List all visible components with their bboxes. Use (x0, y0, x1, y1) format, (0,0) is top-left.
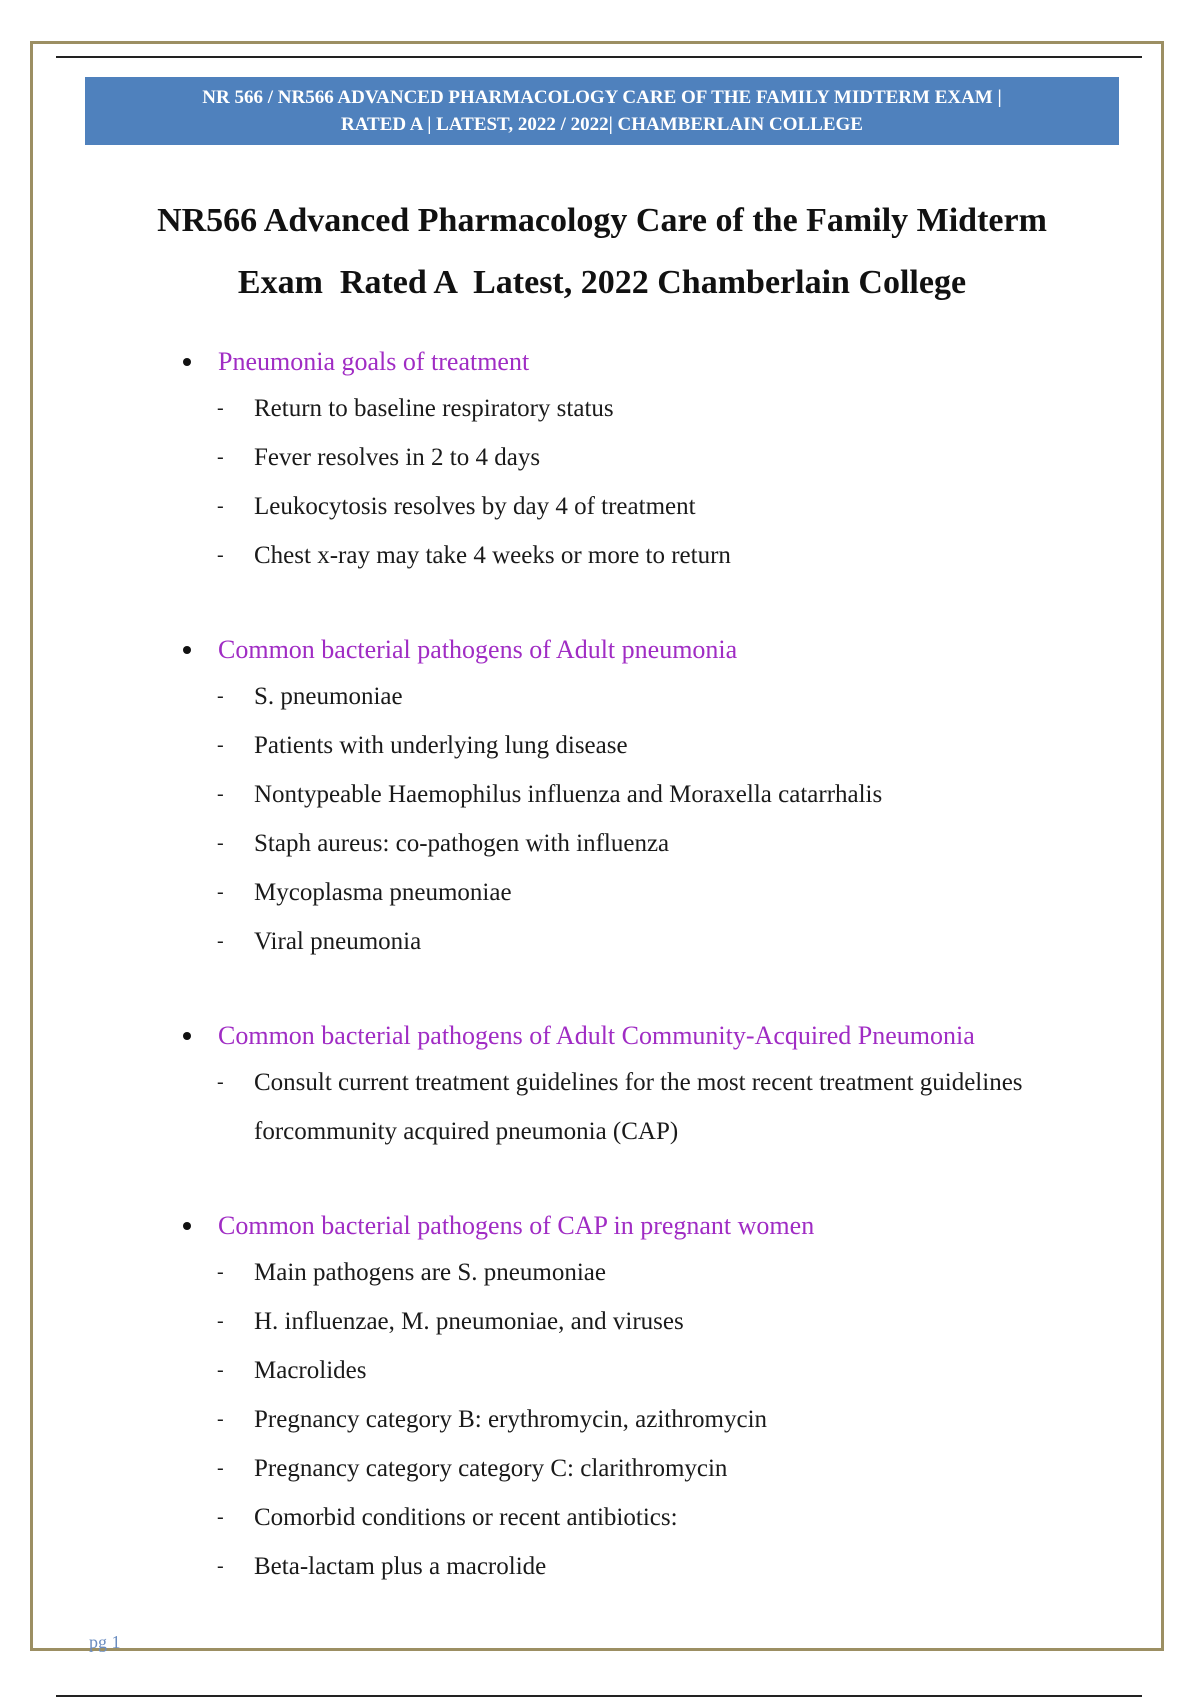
dash-bullet-icon: - (217, 495, 224, 517)
list-item-text: Nontypeable Haemophilus influenza and Moraxella catarrhalis (254, 781, 883, 808)
list-item (0, 433, 1200, 482)
title-line-1: NR566 Advanced Pharmacology Care of the Family Midterm (157, 202, 1047, 239)
dash-bullet-icon: - (217, 734, 224, 756)
page-number: pg 1 (89, 1632, 121, 1652)
title-line-2: Exam Rated A Latest, 2022 Chamberlain College (237, 264, 967, 301)
list-item (0, 1542, 1200, 1591)
list-item (0, 868, 1200, 917)
dash-bullet-icon: - (217, 1457, 224, 1479)
list-item (0, 1058, 1200, 1156)
section (0, 1204, 1200, 1591)
list-item (0, 770, 1200, 819)
dash-bullet-icon: - (217, 930, 224, 952)
dash-bullet-icon: - (217, 544, 224, 566)
list-item (0, 1493, 1200, 1542)
list-item (0, 1297, 1200, 1346)
dash-bullet-icon: - (217, 1261, 224, 1283)
dash-bullet-icon: - (217, 1310, 224, 1332)
list-item-text: Leukocytosis resolves by day 4 of treatment (254, 493, 696, 520)
list-item-text: Consult current treatment guidelines for the most recent treatment guidelines forcommunity acquired pneumonia (CAP) (254, 1069, 1023, 1145)
top-rule (56, 56, 1142, 58)
dash-bullet-icon: - (217, 446, 224, 468)
dash-bullet-icon: - (217, 1359, 224, 1381)
dash-bullet-icon: - (217, 1555, 224, 1577)
dash-bullet-icon: - (217, 832, 224, 854)
section (0, 628, 1200, 966)
section-heading-label: Common bacterial pathogens of Adult Community-Acquired Pneumonia (218, 1021, 975, 1050)
list-item (0, 1444, 1200, 1493)
dash-bullet-icon: - (217, 397, 224, 419)
bullet-dot-icon (183, 646, 191, 654)
dash-bullet-icon: - (217, 1506, 224, 1528)
list-item-text: Pregnancy category category C: clarithromycin (254, 1455, 728, 1482)
list-item-text: Fever resolves in 2 to 4 days (254, 444, 541, 471)
list-item-text: S. pneumoniae (254, 683, 403, 710)
bullet-dot-icon (183, 1032, 191, 1040)
list-item-text: Main pathogens are S. pneumoniae (254, 1259, 606, 1286)
banner-line-2: RATED A | LATEST, 2022 / 2022| CHAMBERLAIN COLLEGE (341, 114, 863, 135)
list-item (0, 1346, 1200, 1395)
section-heading (0, 340, 1200, 384)
section (0, 340, 1200, 580)
list-item-text: Comorbid conditions or recent antibiotics: (254, 1504, 678, 1531)
list-item-text: H. influenzae, M. pneumoniae, and viruses (254, 1308, 684, 1335)
section-heading (0, 1014, 1200, 1058)
dash-bullet-icon: - (217, 685, 224, 707)
list-item-text: Chest x-ray may take 4 weeks or more to return (254, 542, 731, 569)
list-item-text: Macrolides (254, 1357, 367, 1384)
content-body (0, 340, 1200, 1639)
dash-bullet-icon: - (217, 1408, 224, 1430)
list-item (0, 1395, 1200, 1444)
dash-bullet-icon: - (217, 1071, 224, 1093)
list-item (0, 1248, 1200, 1297)
list-item-text: Viral pneumonia (254, 928, 422, 955)
bullet-dot-icon (183, 1222, 191, 1230)
bottom-rule (56, 1695, 1142, 1697)
dash-bullet-icon: - (217, 783, 224, 805)
section-heading-label: Common bacterial pathogens of Adult pneumonia (218, 635, 738, 664)
list-item-text: Return to baseline respiratory status (254, 395, 614, 422)
list-item (0, 482, 1200, 531)
list-item (0, 672, 1200, 721)
list-item-text: Beta-lactam plus a macrolide (254, 1553, 547, 1580)
header-banner (85, 77, 1119, 145)
section (0, 1014, 1200, 1156)
list-item-text: Mycoplasma pneumoniae (254, 879, 512, 906)
section-heading (0, 628, 1200, 672)
dash-bullet-icon: - (217, 881, 224, 903)
list-item-text: Patients with underlying lung disease (254, 732, 628, 759)
list-item (0, 917, 1200, 966)
list-item (0, 531, 1200, 580)
list-item (0, 721, 1200, 770)
document-title (85, 190, 1119, 314)
list-item (0, 384, 1200, 433)
banner-line-1: NR 566 / NR566 ADVANCED PHARMACOLOGY CARE OF THE FAMILY MIDTERM EXAM | (202, 87, 1002, 108)
list-item (0, 819, 1200, 868)
list-item-text: Pregnancy category B: erythromycin, azithromycin (254, 1406, 768, 1433)
list-item-text: Staph aureus: co-pathogen with influenza (254, 830, 670, 857)
section-heading-label: Common bacterial pathogens of CAP in pregnant women (218, 1211, 815, 1240)
section-heading-label: Pneumonia goals of treatment (218, 347, 530, 376)
section-heading (0, 1204, 1200, 1248)
bullet-dot-icon (183, 358, 191, 366)
